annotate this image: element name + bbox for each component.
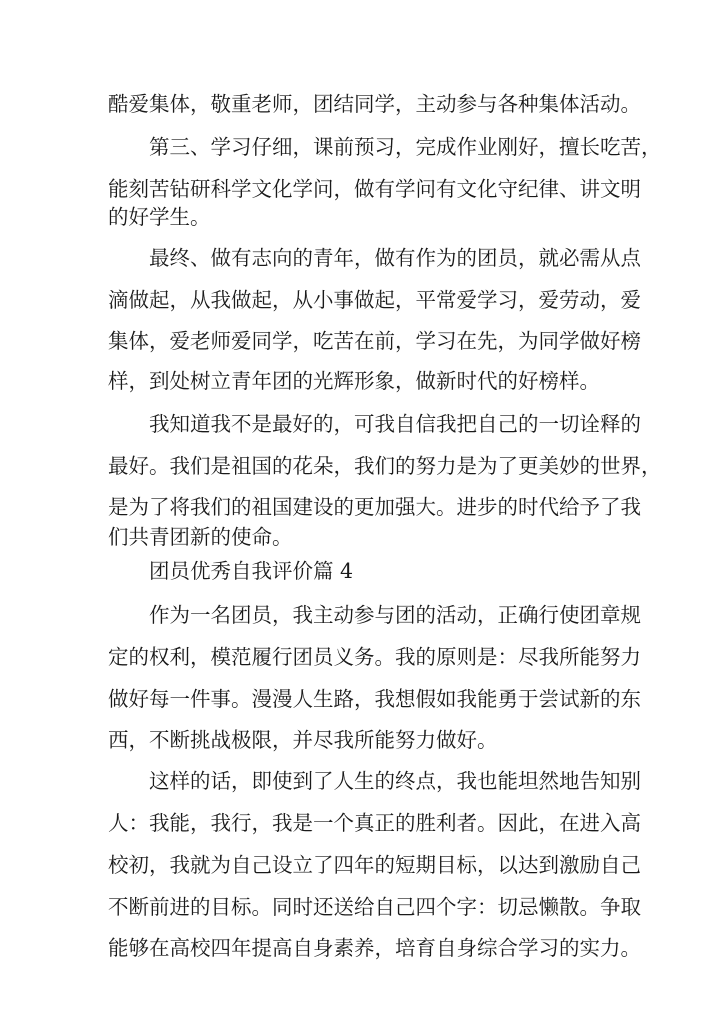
text-line xyxy=(0,803,720,843)
text-line-content: 样，到处树立青年团的光辉形象，做新时代的好榜样。 xyxy=(108,369,600,393)
text-line-content: 酷爱集体，敬重老师，团结同学，主动参与各种集体活动。 xyxy=(108,92,641,116)
text-line-content: 作为一名团员，我主动参与团的活动，正确行使团章规 xyxy=(149,603,641,627)
text-line-content: 这样的话，即使到了人生的终点，我也能坦然地告知别 xyxy=(149,769,641,793)
text-line-content: 是为了将我们的祖国建设的更加强大。进步的时代给予了我 xyxy=(108,495,641,519)
text-line-content: 定的权利，模范履行团员义务。我的原则是：尽我所能努力 xyxy=(108,645,641,669)
text-line-content: 不断前进的目标。同时还送给自己四个字：切忌懒散。争取 xyxy=(108,895,641,919)
text-line xyxy=(0,321,720,361)
text-line-content: 最好。我们是祖国的花朵，我们的努力是为了更美妙的世界， xyxy=(108,454,662,478)
text-line-content: 西，不断挑战极限，并尽我所能努力做好。 xyxy=(108,728,498,752)
text-line xyxy=(0,595,720,635)
text-line xyxy=(0,127,720,167)
text-line-content: 最终、做有志向的青年，做有作为的团员，就必需从点 xyxy=(149,246,641,270)
text-line xyxy=(0,845,720,885)
text-line-content: 滴做起，从我做起，从小事做起，平常爱学习，爱劳动，爱 xyxy=(108,288,641,312)
text-line xyxy=(0,928,720,968)
text-line-content: 们共青团新的使命。 xyxy=(108,525,293,549)
text-line xyxy=(0,887,720,927)
text-line-content: 的好学生。 xyxy=(108,205,211,229)
text-line-content: 人：我能，我行，我是一个真正的胜利者。因此，在进入高 xyxy=(108,811,641,835)
text-line xyxy=(0,720,720,760)
text-line xyxy=(0,679,720,719)
section-heading-text: 团员优秀自我评价篇 4 xyxy=(149,559,354,583)
text-line xyxy=(0,361,720,401)
text-line-content: 第三、学习仔细，课前预习，完成作业刚好，擅长吃苦， xyxy=(149,135,662,159)
text-line xyxy=(0,280,720,320)
text-line xyxy=(0,238,720,278)
text-line xyxy=(0,446,720,486)
text-line xyxy=(0,761,720,801)
text-line-content: 我知道我不是最好的，可我自信我把自己的一切诠释的 xyxy=(149,412,641,436)
text-line-content: 校初，我就为自己设立了四年的短期目标，以达到激励自己 xyxy=(108,853,641,877)
text-line xyxy=(0,197,720,237)
text-line xyxy=(0,637,720,677)
text-line-content: 做好每一件事。漫漫人生路，我想假如我能勇于尝试新的东 xyxy=(108,687,641,711)
text-line-content: 集体，爱老师爱同学，吃苦在前，学习在先，为同学做好榜 xyxy=(108,329,641,353)
text-line xyxy=(0,84,720,124)
section-heading xyxy=(0,551,720,591)
text-line-content: 能够在高校四年提高自身素养，培育自身综合学习的实力。 xyxy=(108,936,641,960)
text-line-content: 能刻苦钻研科学文化学问，做有学问有文化守纪律、讲文明 xyxy=(108,177,641,201)
text-line xyxy=(0,404,720,444)
